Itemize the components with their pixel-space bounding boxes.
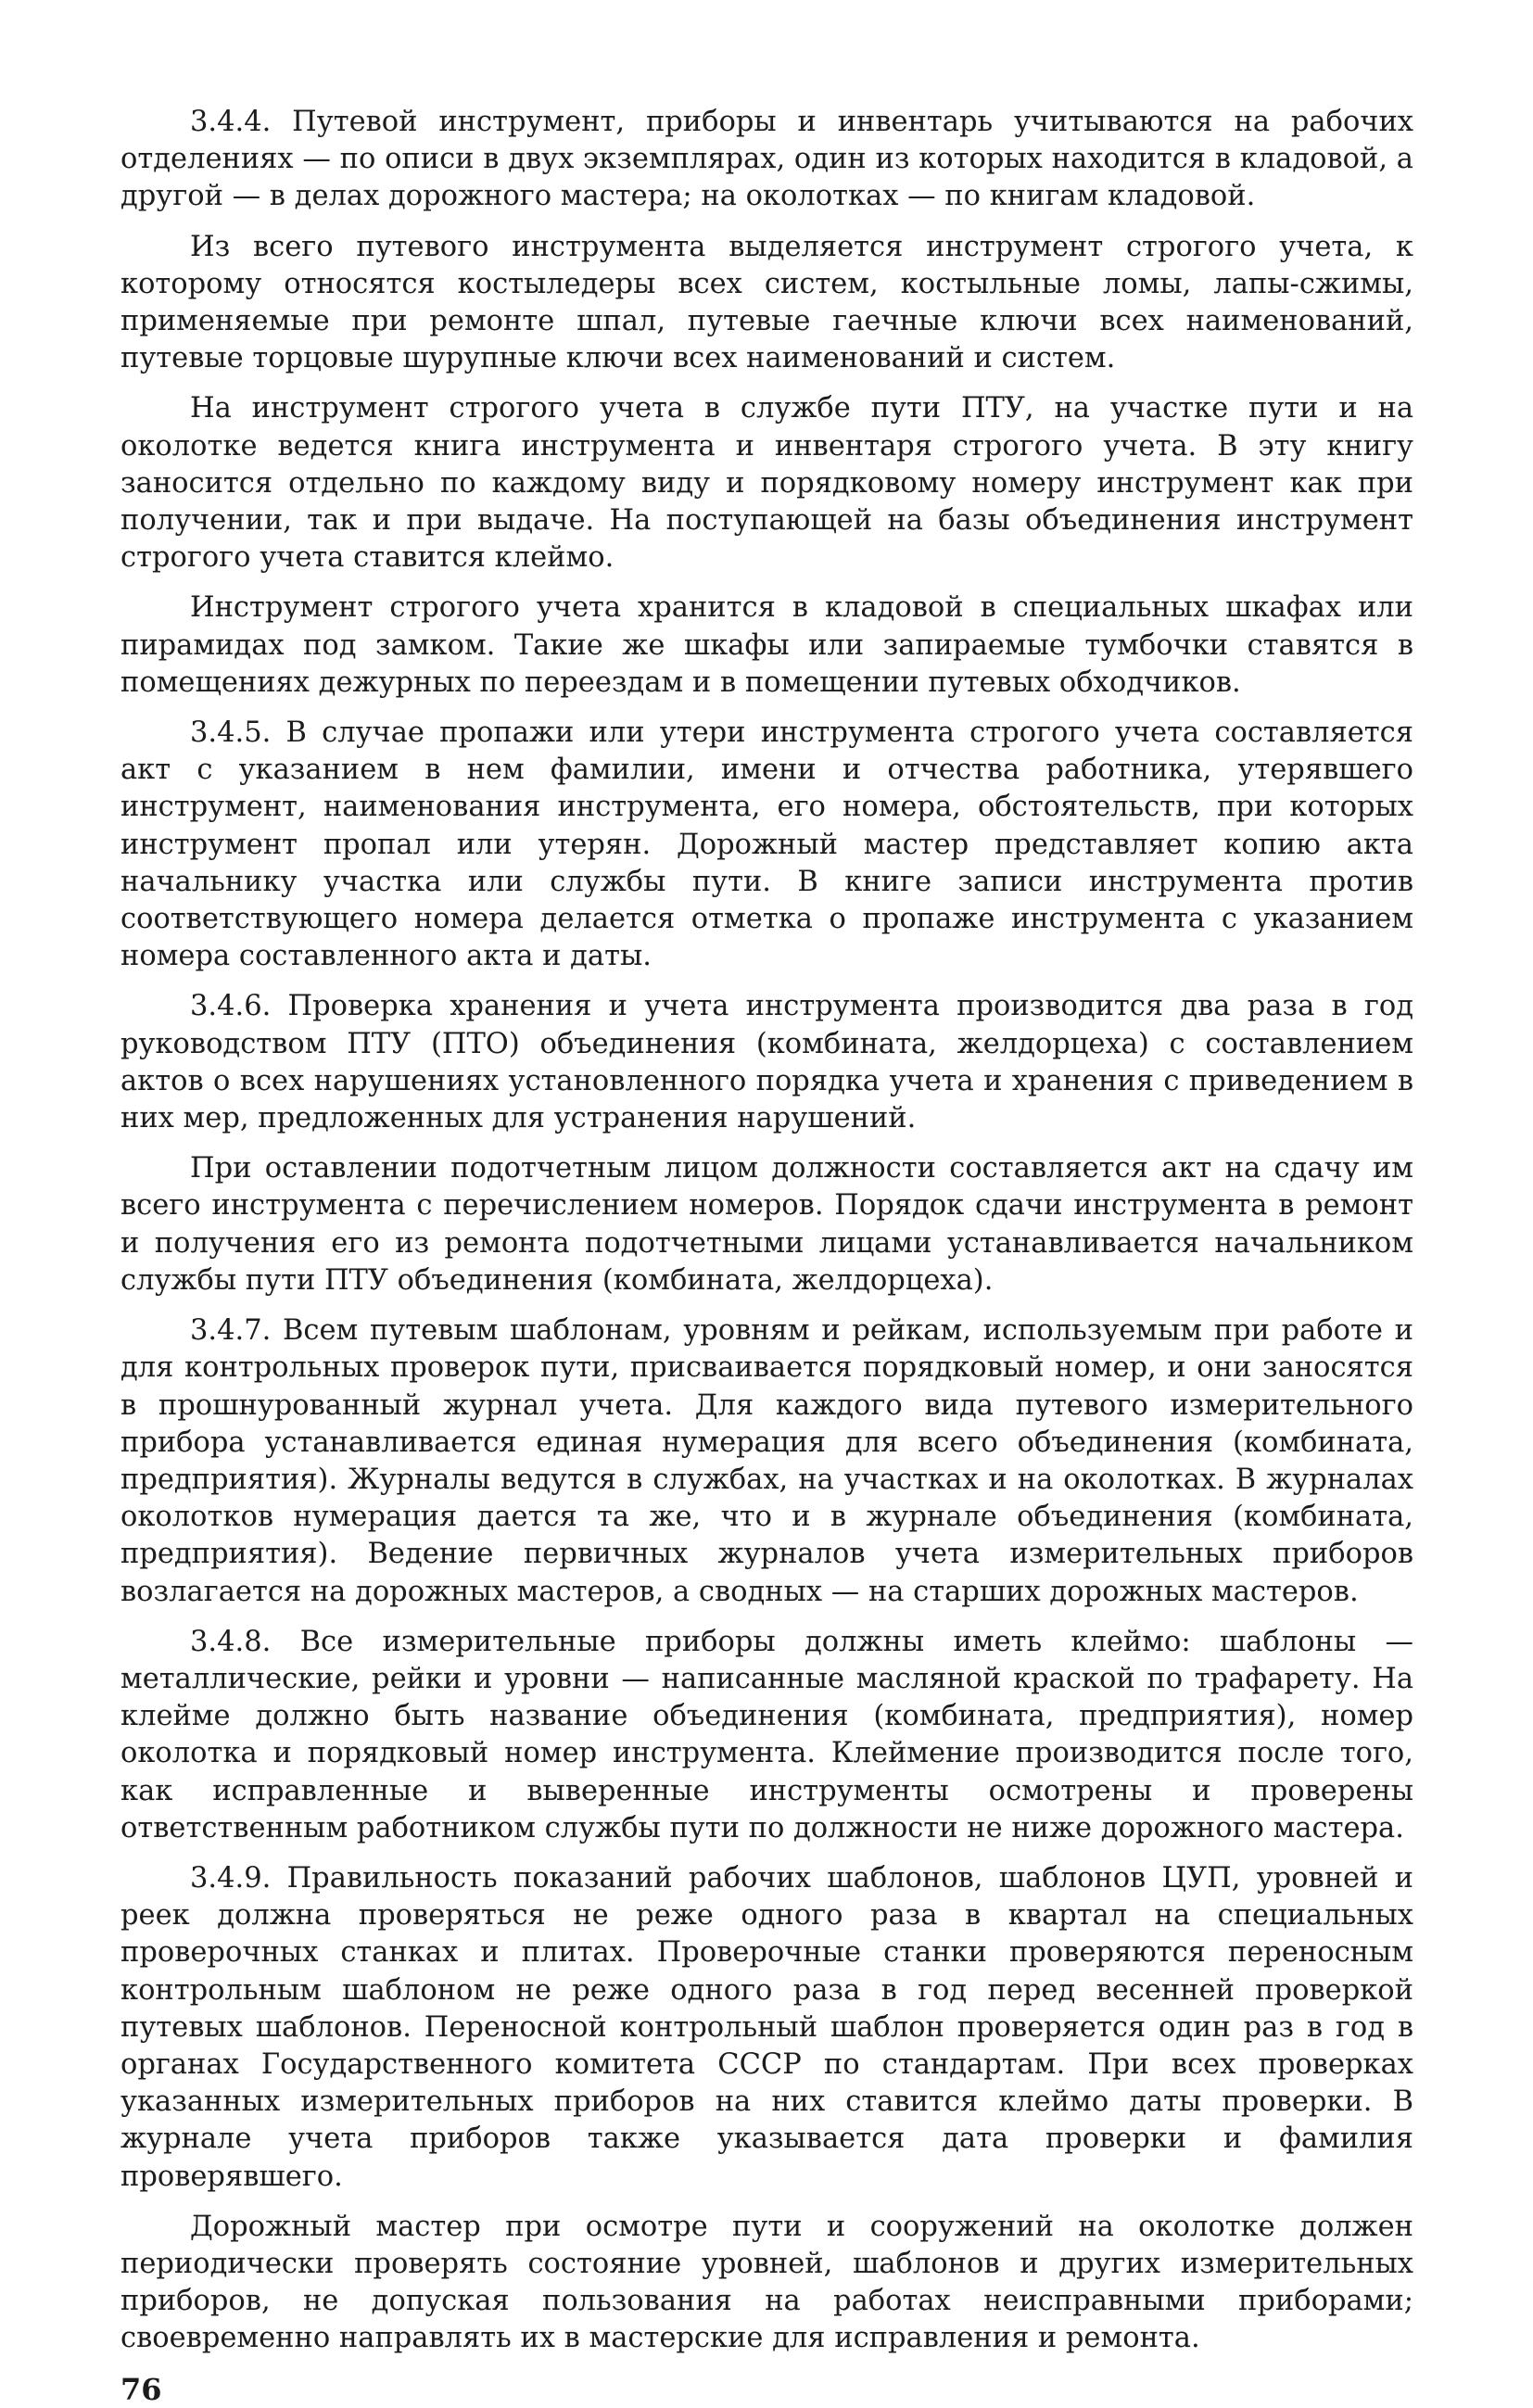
document-page [120,104,1413,2408]
paragraph-handover: При оставлении подотчетным лицом должности составляется акт на сдачу им всего инструмента с перечислением номеров. Порядок сдачи инструмента в ремонт и получения его из ремонта подотчетными лицами устанавливается начальником службы пути ПТУ объединения (комбината, желдорцеха). [120,1152,1413,1297]
paragraph-strict-tools: Из всего путевого инструмента выделяется инструмент строгого учета, к которому относятся костыледеры всех систем, костыльные ломы, лапы-сжимы, применяемые при ремонте шпал, путевые гаечные ключи всех наименований, путевые торцовые шурупные ключи всех наименований и систем. [120,230,1413,375]
paragraph-3-4-7: 3.4.7. Всем путевым шаблонам, уровням и рейкам, используемым при работе и для контрольных проверок пути, присваивается порядковый номер, и они заносятся в прошнурованный журнал учета. Для каждого вида путевого измерительного прибора устанавливается единая нумерация для всего объединения (комбината, предприятия). Журналы ведутся в службах, на участках и на околотках. В журналах околотков нумерация дается та же, что и в журнале объединения (комбината, предприятия). Ведение первичных журналов учета измерительных приборов возлагается на дорожных мастеров, а сводных — на старших дорожных мастеров. [120,1314,1413,1608]
paragraph-strict-tools-book: На инструмент строгого учета в службе пути ПТУ, на участке пути и на околотке ведется книга инструмента и инвентаря строгого учета. В эту книгу заносится отдельно по каждому виду и порядковому номеру инструмент как при получении, так и при выдаче. На поступающей на базы объединения инструмент строгого учета ставится клеймо. [120,392,1413,575]
paragraph-3-4-4: 3.4.4. Путевой инструмент, приборы и инвентарь учитываются на рабочих отделениях — по описи в двух экземплярах, один из которых находится в кладовой, а другой — в делах дорожного мастера; на околотках — по книгам кладовой. [120,106,1413,213]
paragraph-3-4-8: 3.4.8. Все измерительные приборы должны иметь клеймо: шаблоны — металлические, рейки и уровни — написанные масляной краской по трафарету. На клейме должно быть название объединения (комбината, предприятия), номер околотка и порядковый номер инструмента. Клеймение производится после того, как исправленные и выверенные инструменты осмотрены и проверены ответственным работником службы пути по должности не ниже дорожного мастера. [120,1625,1413,1844]
paragraph-road-master: Дорожный мастер при осмотре пути и сооружений на околотке должен периодически проверять состояние уровней, шаблонов и других измерительных приборов, не допуская пользования на работах неисправными приборами; своевременно направлять их в мастерские для исправления и ремонта. [120,2210,1413,2355]
page-number: 76 [120,2371,162,2407]
paragraph-strict-tools-storage: Инструмент строгого учета хранится в кладовой в специальных шкафах или пирамидах под замком. Такие же шкафы или запираемые тумбочки ставятся в помещениях дежурных по переездам и в помещении путевых обходчиков. [120,591,1413,699]
paragraph-3-4-6: 3.4.6. Проверка хранения и учета инструмента производится два раза в год руководством ПТУ (ПТО) объединения (комбината, желдорцеха) с составлением актов о всех нарушениях установленного порядка учета и хранения с приведением в них мер, предложенных для устранения нарушений. [120,990,1413,1135]
paragraph-3-4-9: 3.4.9. Правильность показаний рабочих шаблонов, шаблонов ЦУП, уровней и реек должна проверяться не реже одного раза в квартал на специальных проверочных станках и плитах. Проверочные станки проверяются переносным контрольным шаблоном не реже одного раза в год перед весенней проверкой путевых шаблонов. Переносной контрольный шаблон проверяется один раз в год в органах Государственного комитета СССР по стандартам. При всех проверках указанных измерительных приборов на них ставится клеймо даты проверки. В журнале учета приборов также указывается дата проверки и фамилия проверявшего. [120,1861,1413,2193]
paragraph-3-4-5: 3.4.5. В случае пропажи или утери инструмента строгого учета составляется акт с указанием в нем фамилии, имени и отчества работника, утерявшего инструмент, наименования инструмента, его номера, обстоятельств, при которых инструмент пропал или утерян. Дорожный мастер представляет копию акта начальнику участка или службы пути. В книге записи инструмента против соответствующего номера делается отметка о пропаже инструмента с указанием номера составленного акта и даты. [120,716,1413,973]
